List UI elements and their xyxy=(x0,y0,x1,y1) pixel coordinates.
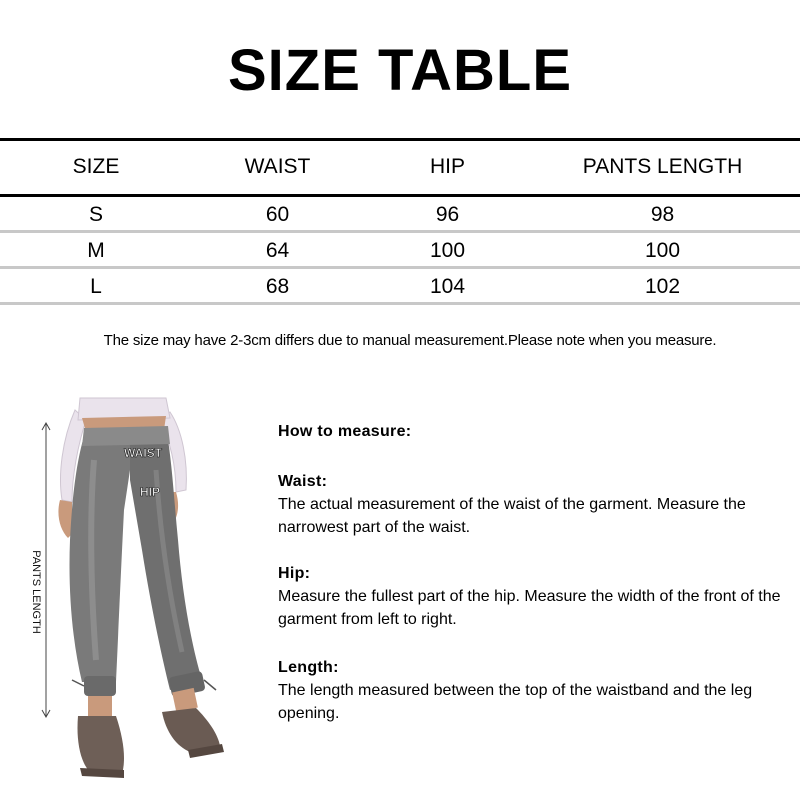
pants-length-label: PANTS LENGTH xyxy=(30,550,42,634)
table-header-rule xyxy=(0,194,800,197)
hip-heading: Hip: xyxy=(278,565,311,582)
how-to-measure-title: How to measure: xyxy=(278,423,412,440)
length-section xyxy=(278,656,793,725)
header-waist: WAIST xyxy=(244,155,311,178)
header-pants-length: PANTS LENGTH xyxy=(582,155,743,178)
waist-section xyxy=(278,470,793,539)
waist-label: WAIST xyxy=(124,446,162,460)
cell-waist: 68 xyxy=(265,275,290,298)
model-figure xyxy=(20,390,250,800)
table-row-rule xyxy=(0,230,800,233)
hip-section xyxy=(278,562,793,631)
table-top-rule xyxy=(0,138,800,141)
cell-size: M xyxy=(87,239,105,262)
cell-hip: 96 xyxy=(435,203,460,226)
pants-left-leg xyxy=(70,430,135,682)
cell-waist: 64 xyxy=(265,239,290,262)
table-bottom-rule xyxy=(0,302,800,305)
waist-text: The actual measurement of the waist of the garment. Measure the narrowest part of the waist. xyxy=(278,496,746,536)
waistband xyxy=(82,426,170,446)
header-size: SIZE xyxy=(72,155,120,178)
cell-waist: 60 xyxy=(265,203,290,226)
waist-heading: Waist: xyxy=(278,473,328,490)
left-shoe xyxy=(78,716,125,774)
cell-hip: 104 xyxy=(429,275,466,298)
right-drawstring xyxy=(204,680,216,690)
left-cuff xyxy=(84,676,116,696)
hip-label: HIP xyxy=(140,485,161,499)
cell-size: S xyxy=(88,203,103,226)
page-title: SIZE TABLE xyxy=(227,38,573,103)
hip-text: Measure the fullest part of the hip. Measure the width of the front of the garment from left to right. xyxy=(278,588,781,628)
header-hip: HIP xyxy=(429,155,465,178)
cell-pants-length: 102 xyxy=(644,275,681,298)
cell-pants-length: 100 xyxy=(644,239,681,262)
cell-pants-length: 98 xyxy=(650,203,675,226)
right-shoe xyxy=(162,708,220,752)
length-text: The length measured between the top of the waistband and the leg opening. xyxy=(278,682,753,722)
table-row-rule xyxy=(0,266,800,269)
measurement-note: The size may have 2-3cm differs due to manual measurement.Please note when you measure. xyxy=(103,332,717,349)
length-heading: Length: xyxy=(278,659,339,676)
left-ankle xyxy=(88,696,112,718)
size-table xyxy=(0,138,800,308)
cell-hip: 100 xyxy=(429,239,466,262)
cell-size: L xyxy=(90,275,102,298)
